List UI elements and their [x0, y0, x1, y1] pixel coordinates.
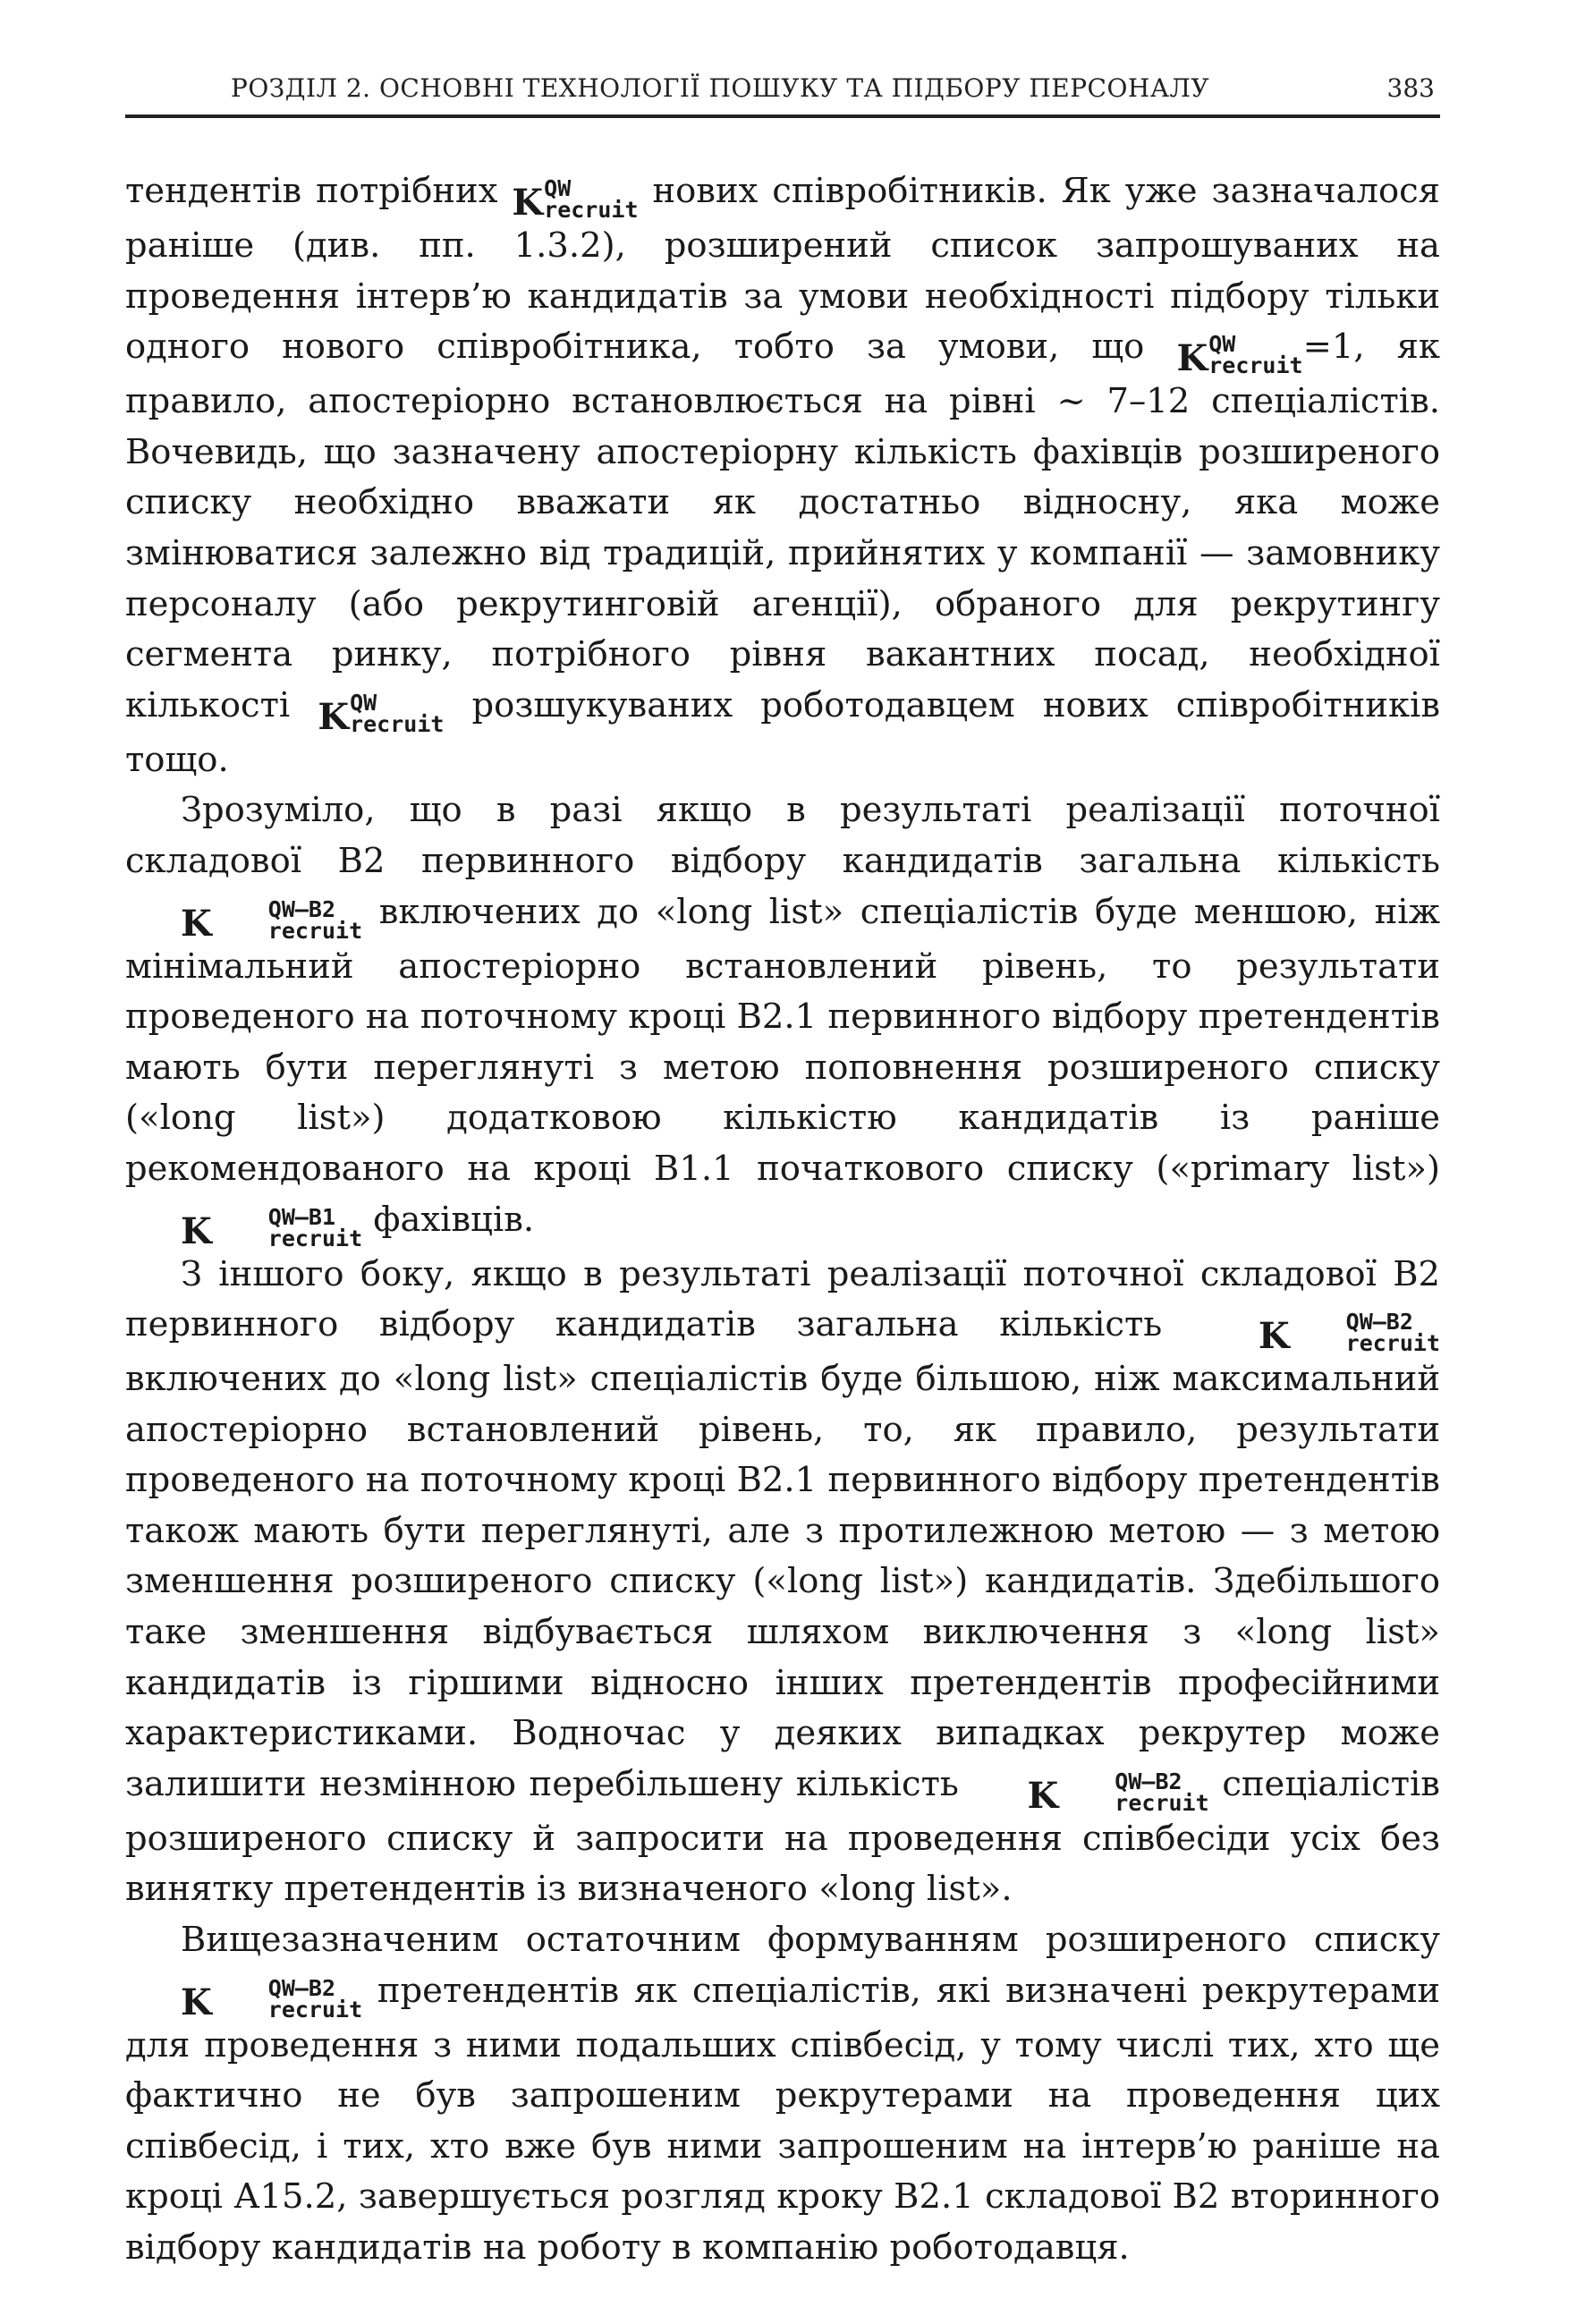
- paragraph-4: [125, 1915, 1440, 2274]
- paragraph-3-text-2: включених до «long list» спеціалістів буде більшою, ніж максимальний апостеріорно встановлений рівень, то, як правило, результати проведеного на поточному кроці В2.1 первинного відбору претендентів також мають бути переглянуті, але з протилежною метою — з метою зменшення розширеного списку («long list») кандидатів. Здебільшого таке зменшення відбувається шляхом виключення з «long list» кандидатів із гіршими відносно інших претендентів професійними характеристиками. Водночас у деяких випадках рекрутер може залишити незмінною перебільшену кількість: [125, 1359, 1440, 1804]
- paragraph-4-text-2: претендентів як спеціалістів, які визначені рекрутерами для проведення з ними подальших співбесід, у тому числі тих, хто ще фактично не був запрошеним рекрутерами на проведення цих співбесід, і тих, хто вже був ними запрошеним на інтерв’ю раніше на кроці А15.2, завершується розгляд кроку В2.1 складової В2 вторинного відбору кандидатів на роботу в компанію роботодавця.: [125, 1970, 1440, 2268]
- body-text: [125, 166, 1440, 2274]
- formula-k-qw-b2-recruit: K QW–B2 recruit: [1258, 1309, 1440, 1358]
- paragraph-1-text-1: тендентів потрібних: [125, 171, 498, 211]
- paragraph-1-text-2: нових співробітників. Як уже зазначалося раніше (див. пп. 1.3.2), розширений список запрошуваних на проведення інтерв’ю кандидатів за умови необхідності підбору тільки одного нового співробітника, тобто за умови, що: [125, 171, 1440, 368]
- paragraph-4-text-1: Вищезазначеним остаточним формуванням розширеного списку: [181, 1920, 1440, 1961]
- formula-k-qw-recruit: K QW recruit: [1176, 331, 1303, 380]
- paragraph-1: [125, 166, 1440, 785]
- paragraph-2-text-3: фахівців.: [373, 1199, 535, 1240]
- chapter-title: РОЗДІЛ 2. ОСНОВНІ ТЕХНОЛОГІЇ ПОШУКУ ТА ПІДБОРУ ПЕРСОНАЛУ: [231, 73, 1210, 103]
- paragraph-3: [125, 1250, 1440, 1916]
- paragraph-2-text-2: включених до «long list» спеціалістів буде меншою, ніж мінімальний апостеріорно встановлений рівень, то результати проведеного на поточному кроці В2.1 первинного відбору претендентів мають бути переглянуті з метою поповнення розширеного списку («long list») додатковою кількістю кандидатів із раніше рекомендованого на кроці В1.1 початкового списку («primary list»): [125, 891, 1440, 1189]
- formula-k-qw-b2-recruit: K QW–B2 recruit: [181, 1974, 363, 2023]
- running-header: [125, 63, 1440, 118]
- paragraph-3-text-1: З іншого боку, якщо в результаті реалізації поточної складової В2 первинного відбору кандидатів загальна кількість: [125, 1253, 1440, 1345]
- formula-k-qw-b2-recruit: K QW–B2 recruit: [1027, 1768, 1209, 1817]
- formula-k-qw-b1-recruit: K QW–B1 recruit: [181, 1203, 363, 1252]
- paragraph-2: [125, 785, 1440, 1252]
- formula-k-qw-recruit: K QW recruit: [318, 689, 445, 738]
- paragraph-3-text-3: спеціалістів розширеного списку й запросити на проведення співбесіди усіх без винятку претендентів із визначеного «long list».: [125, 1763, 1440, 1910]
- paragraph-2-text-1: Зрозуміло, що в разі якщо в результаті реалізації поточної складової В2 первинного відбору кандидатів загальна кількість: [125, 790, 1440, 881]
- paragraph-1-text-4: розшукуваних роботодавцем нових співробітників тощо.: [125, 684, 1440, 780]
- page-number: 383: [1386, 73, 1435, 103]
- formula-k-qw-recruit: K QW recruit: [512, 175, 639, 224]
- paragraph-1-text-3: =1, як правило, апостеріорно встановлюється на рівні ~ 7–12 спеціалістів. Вочевидь, що зазначену апостеріорну кількість фахівців розширеного списку необхідно вважати як достатньо відносну, яка може змінюватися залежно від традицій, прийнятих у компанії — замовнику персоналу (або рекрутинговій агенції), обраного для рекрутингу сегмента ринку, потрібного рівня вакантних посад, необхідної кількості: [125, 327, 1440, 725]
- formula-k-qw-b2-recruit: K QW–B2 recruit: [181, 895, 363, 945]
